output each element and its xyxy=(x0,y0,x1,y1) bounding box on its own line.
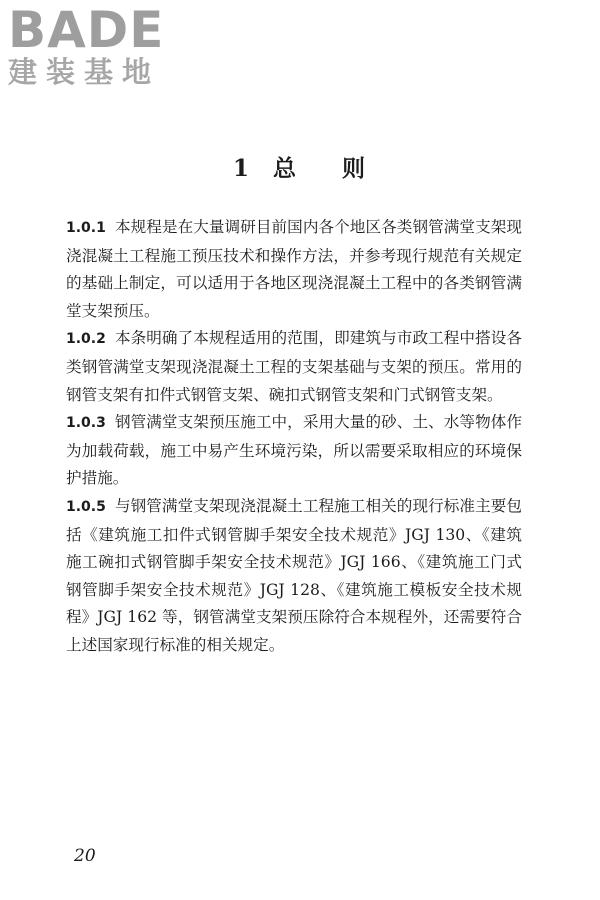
page-number: 20 xyxy=(74,846,96,866)
chapter-title-part1: 总 xyxy=(273,155,298,182)
clause-number: 1.0.1 xyxy=(66,220,106,236)
clause-text: 与钢管满堂支架现浇混凝土工程施工相关的现行标准主要包括《建筑施工扣件式钢管脚手架安全技术规范》JGJ 130、《建筑施工碗扣式钢管脚手架安全技术规范》JGJ 166、《建筑施工门式钢管脚手架安全技术规范》JGJ 128、《建筑施工模板安全技术规程》JGJ 162 等，钢管满堂支架预压除符合本规程外，还需要符合上述国家现行标准的相关规定。 xyxy=(66,496,522,654)
clause-number: 1.0.2 xyxy=(66,331,106,348)
clause-1-0-5 xyxy=(66,493,522,660)
logo-chinese-text: 建装基地 xyxy=(8,55,161,89)
watermark-logo xyxy=(8,2,183,88)
clause-text: 本条明确了本规程适用的范围，即建筑与市政工程中搭设各类钢管满堂支架现浇混凝土工程的支架基础与支架的预压。常用的钢管支架有扣件式钢管支架、碗扣式钢管支架和门式钢管支架。 xyxy=(66,329,522,404)
clause-number: 1.0.3 xyxy=(66,415,106,432)
clause-text: 本规程是在大量调研目前国内各个地区各类钢管满堂支架现浇混凝土工程施工预压技术和操作方法，并参考现行规范有关规定的基础上制定，可以适用于各地区现浇混凝土工程中的各类钢管满堂支架预压。 xyxy=(66,218,522,320)
logo-latin-text: BADE xyxy=(8,1,165,59)
clause-1-0-1 xyxy=(66,214,522,325)
clause-1-0-2 xyxy=(66,325,522,409)
chapter-body xyxy=(66,214,522,660)
chapter-title xyxy=(0,150,600,183)
chapter-title-part2: 则 xyxy=(342,155,367,182)
clause-number: 1.0.5 xyxy=(66,498,106,515)
clause-text: 钢管满堂支架预压施工中，采用大量的砂、土、水等物体作为加载荷载，施工中易产生环境污染，所以需要采取相应的环境保护措施。 xyxy=(66,413,522,488)
chapter-number: 1 xyxy=(232,155,251,182)
clause-1-0-3 xyxy=(66,409,522,493)
